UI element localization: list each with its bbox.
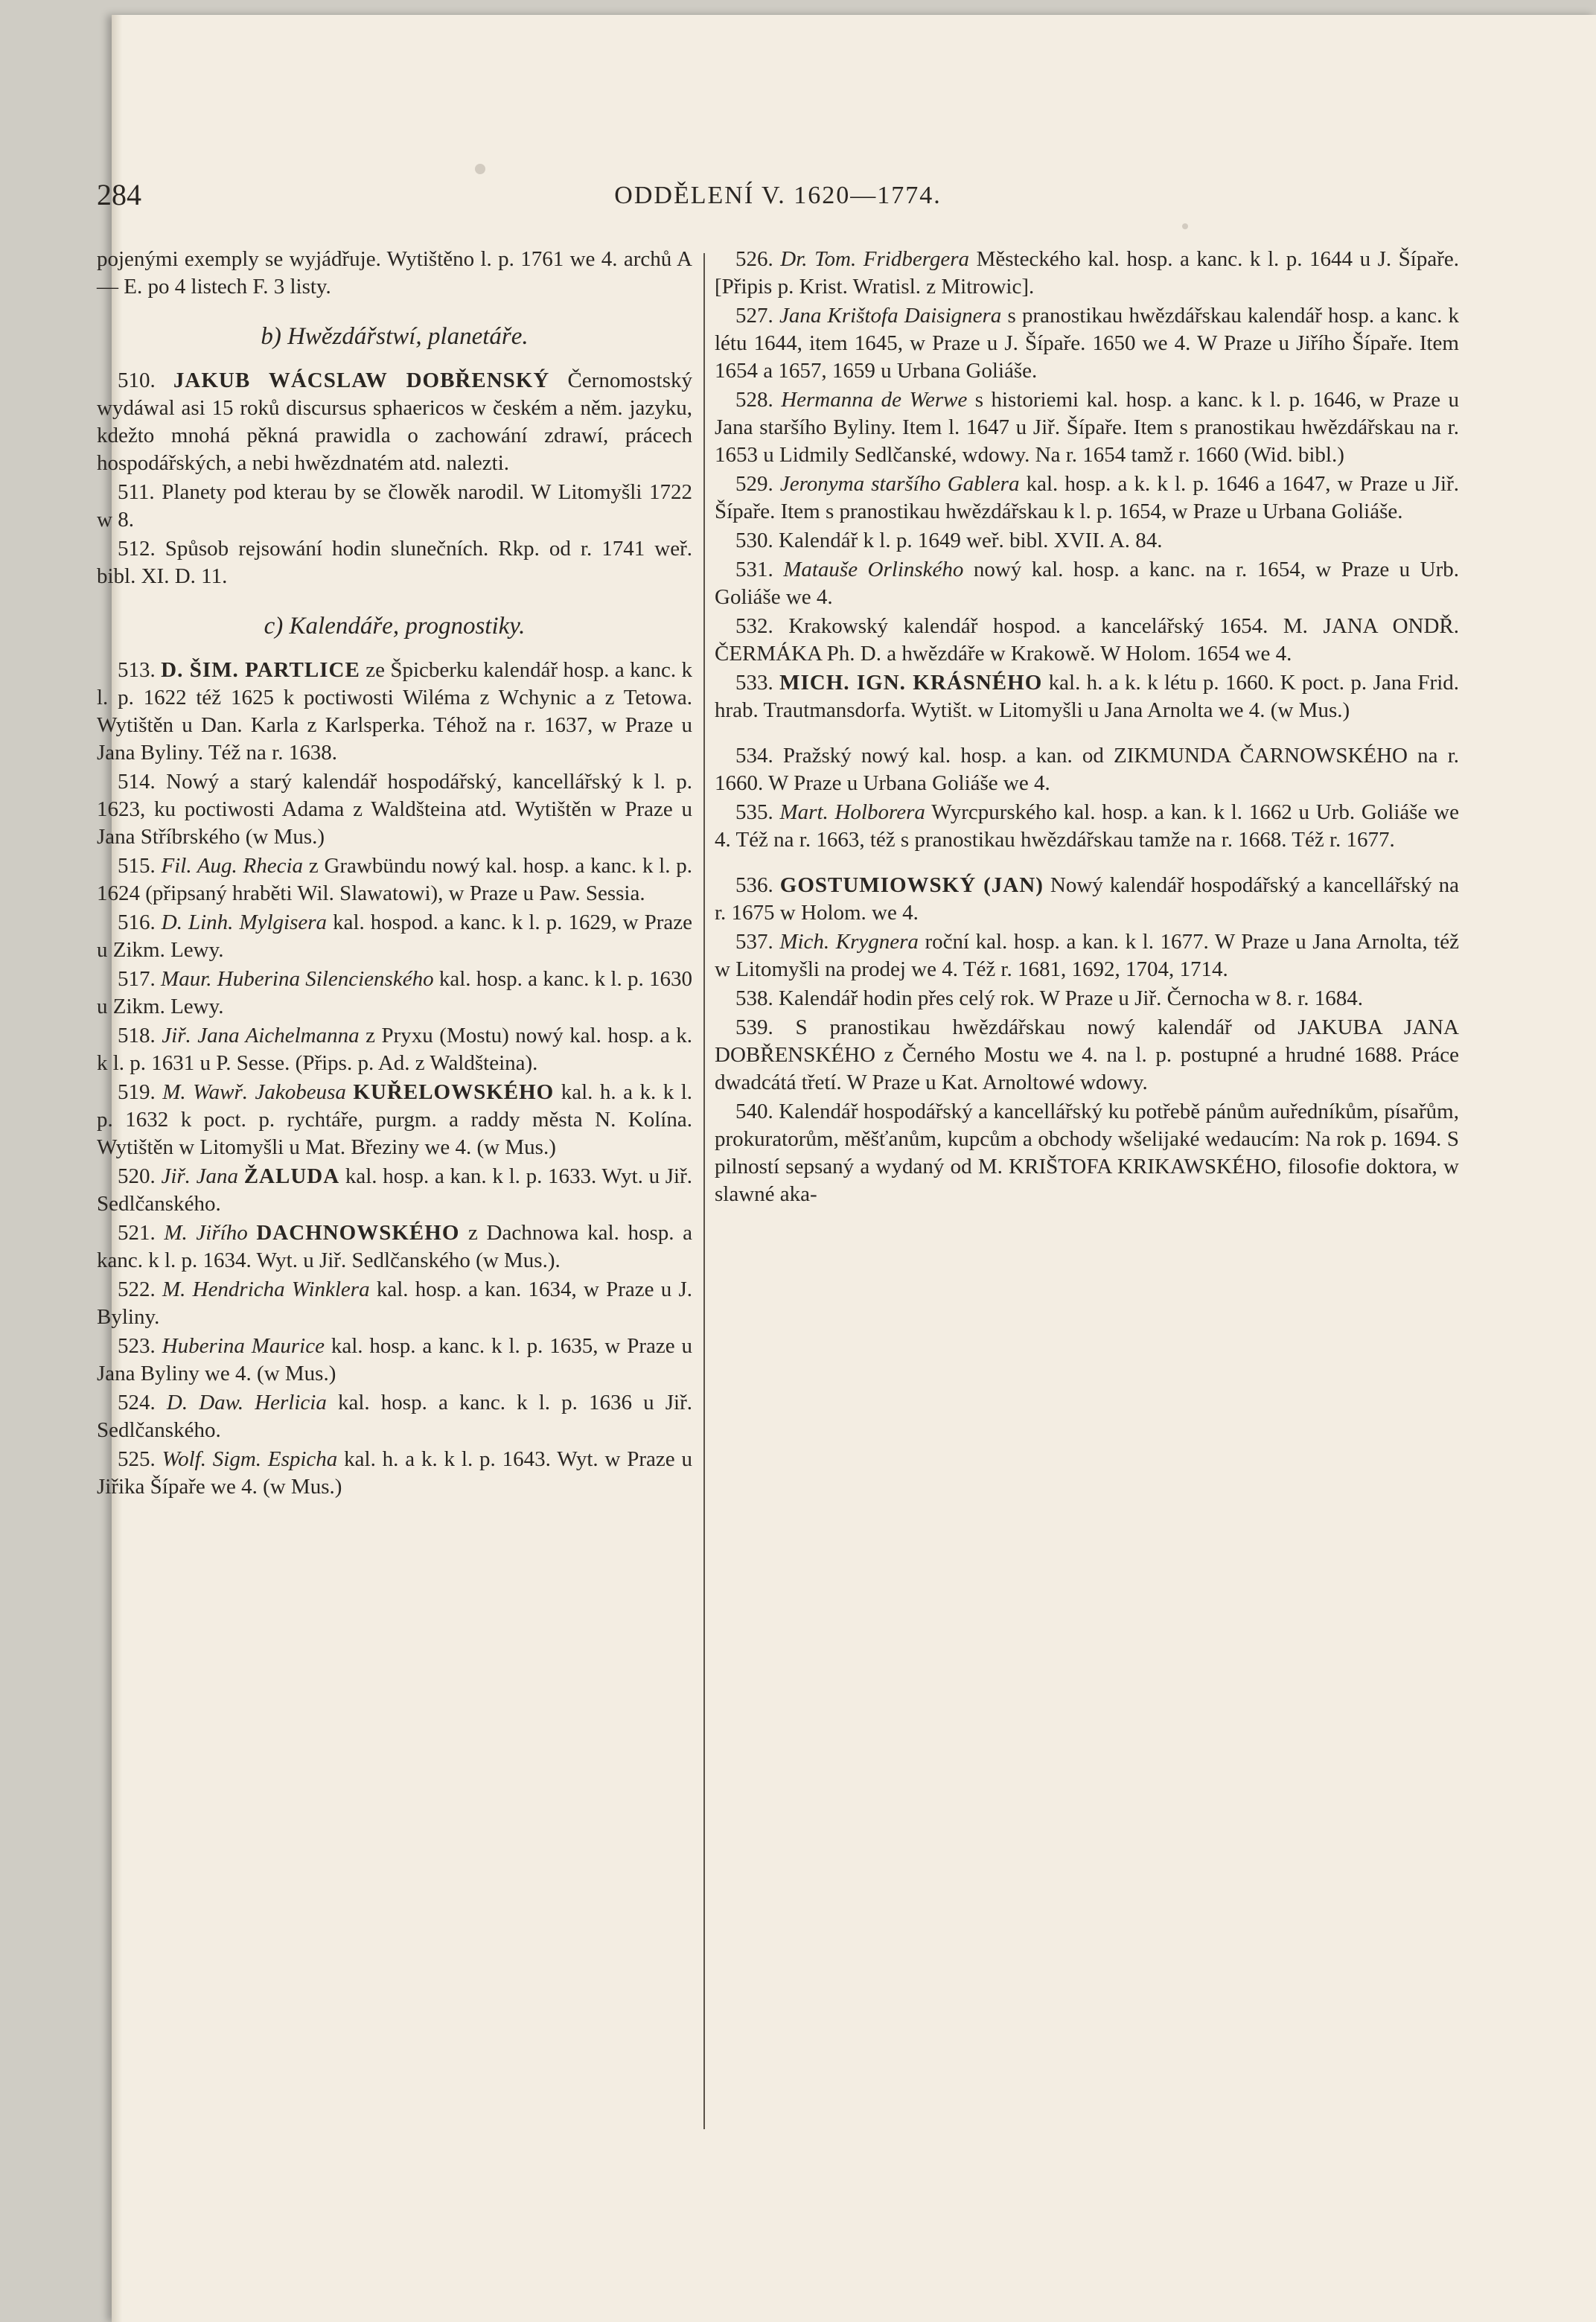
entry-text: Městeckého kal. hosp. a kanc. k l. p. 1644 u J. Šípaře. [Připis p. Krist. Wratisl. z Mitrowic]. [715,247,1460,299]
entry-number: 517. [118,967,156,991]
catalog-entry [97,1389,692,1444]
catalog-entry [97,1446,692,1501]
entry-number: 533. [735,671,773,695]
catalog-entry [97,909,692,964]
entry-author: Dr. Tom. Fridbergera [780,247,970,271]
catalog-entry [715,669,1459,724]
entry-text: Spůsob rejsowání hodin slunečních. Rkp. od r. 1741 weř. bibl. XI. D. 11. [97,537,692,588]
entry-number: 539. [735,1015,773,1039]
catalog-entry [715,471,1459,526]
entry-number: 519. [118,1080,156,1104]
entry-number: 535. [735,800,773,824]
entry-text: kal. hosp. a kanc. k l. p. 1636 u Jiř. Sedlčanského. [97,1391,692,1442]
entry-number: 528. [735,388,773,412]
entry-text: kal. hosp. a kan. k l. p. 1633. Wyt. u Jiř. Sedlčanského. [97,1164,693,1216]
entry-text: Planety pod kterau by se člowěk narodil. W Litomyšli 1722 w 8. [97,480,693,532]
entry-text: kal. h. a k. k l. p. 1632 k poct. p. rychtáře, purgm. a raddy města N. Kolína. Wytištěn w Litomyšli u Mat. Březiny we 4. (w Mus.) [97,1080,693,1159]
entry-text: s historiemi kal. hosp. a kanc. k l. p. 1646, w Praze u Jana staršího Byliny. Item l. 1647 u Jiř. Šípaře. Item s pranostikau hwězdářskau na r. 1653 u Lidmily Sedlčanské, wdowy. Na r. 1654 tamž r. 1660 (Wid. bibl.) [715,388,1460,467]
catalog-entry [97,1333,692,1388]
catalog-entry [97,1219,692,1275]
entry-name-caps: DACHNOWSKÉHO [256,1221,460,1245]
catalog-entry [715,799,1459,854]
catalog-entry [715,246,1459,301]
entry-number: 522. [118,1278,156,1301]
entry-text: Pražský nowý kal. hosp. a kan. od ZIKMUNDA ČARNOWSKÉHO na r. 1660. W Praze u Urbana Goliáše we 4. [715,744,1459,795]
catalog-entry [97,1276,692,1331]
entry-text: z Grawbündu nowý kal. hosp. a kanc. k l. p. 1624 (připsaný hraběti Wil. Slawatowi), w Praze u Paw. Sessia. [97,854,692,905]
entry-number: 527. [735,304,773,328]
entry-number: 537. [735,930,773,954]
entry-text: pojenými exemply se wyjádřuje. Wytištěno l. p. 1761 we 4. archů A — E. po 4 listech F. 3 listy. [97,247,692,299]
entry-number: 538. [735,986,773,1010]
catalog-entry [715,527,1459,555]
entry-number: 536. [735,873,773,897]
entry-author: Fil. Aug. Rhecia [161,854,304,878]
catalog-entry [97,367,692,477]
entry-text: kal. hosp. a kanc. k l. p. 1630 u Zikm. Lewy. [97,967,693,1018]
entry-author: M. Hendricha Winklera [162,1278,370,1301]
entry-author: D. Linh. Mylgisera [161,910,328,934]
section-heading: b) Hwězdářstwí, planetáře. [261,323,529,350]
entry-text: kal. hosp. a kanc. k l. p. 1635, w Praze u Jana Byliny we 4. (w Mus.) [97,1334,693,1385]
entry-gap [715,726,1459,742]
catalog-entry [715,613,1459,668]
entry-text: S pranostikau hwězdářskau nowý kalendář od JAKUBA JANA DOBŘENSKÉHO z Černého Mostu we 4. na l. p. postupné a hrudné 1688. Práce dwadcátá třetí. W Praze u Kat. Arnoltowé wdowy. [715,1015,1459,1094]
print-smudge [1182,223,1188,229]
entry-author: M. Wawř. Jakobeusa [162,1080,346,1104]
catalog-entry [715,928,1459,983]
entry-author: M. Jiřího [164,1221,248,1245]
catalog-entry [715,985,1459,1012]
catalog-entry [97,479,692,534]
entry-text: Krakowský kalendář hospod. a kancelářský 1654. M. JANA ONDŘ. ČERMÁKA Ph. D. a hwězdáře w Krakowě. W Holom. 1654 we 4. [715,614,1459,666]
entry-number: 525. [118,1447,156,1471]
entry-name-caps: JAKUB WÁCSLAW DOBŘENSKÝ [173,369,550,392]
entry-author: Jiř. Jana Aichelmanna [162,1024,360,1047]
catalog-entry [715,386,1459,469]
entry-author: Matauše Orlinského [783,558,964,581]
entry-author: Mart. Holborera [779,800,925,824]
entry-text: Wyrcpurského kal. hosp. a kan. k l. 1662 u Urb. Goliáše we 4. Též na r. 1663, též s pranostikau hwězdářskau tamže na r. 1668. Též r. 1677. [715,800,1459,852]
entry-text: nowý kal. hosp. a kanc. na r. 1654, w Praze u Urb. Goliáše we 4. [715,558,1459,609]
entry-author: Jeronyma staršího Gablera [779,472,1020,496]
entry-number: 518. [118,1024,156,1047]
entry-author: Maur. Huberina Silencienského [161,967,434,991]
entry-number: 531. [735,558,773,581]
page-number: 284 [97,178,141,211]
entry-number: 515. [118,854,156,878]
catalog-entry [97,657,692,767]
catalog-entry [97,246,692,301]
entry-text: s pranostikau hwězdářskau kalendář hosp. a kanc. k létu 1644, item 1645, w Praze u J. Šípaře. 1650 we 4. W Praze u Jiřího Šípaře. Item 1654 a 1657, 1659 u Urbana Goliáše. [715,304,1460,383]
entry-text: kal. hosp. a k. k l. p. 1646 a 1647, w Praze u Jiř. Šípaře. Item s pranostikau hwězdářskau k l. p. 1654, w Praze u Urbana Goliáše. [715,472,1460,523]
entry-number: 512. [118,537,156,561]
entry-text: kal. h. a k. k létu p. 1660. K poct. p. Jana Frid. hrab. Trautmansdorfa. Wytišt. w Litomyšli u Jana Arnolta we 4. (w Mus.) [715,671,1460,722]
entry-number: 521. [118,1221,156,1245]
catalog-entry [97,1079,692,1161]
left-column [97,246,692,1502]
entry-number: 534. [735,744,773,768]
catalog-entry [715,872,1459,927]
entry-author: Jana Krištofa Daisignera [779,304,1002,328]
entry-text: Kalendář hospodářský a kancellářský ku potřebě pánům auředníkům, písařům, prokuratorům, měšťanům, kupcům a obchody wšelijaké wedaucím: Na rok p. 1694. S pilností sepsaný a wydaný od M. KRIŠTOFA KRIKAWSKÉHO, filosofie doktora, w slawné aka- [715,1100,1459,1206]
catalog-entry [715,742,1459,797]
catalog-entry [97,535,692,590]
entry-name-caps: ŽALUDA [243,1164,340,1188]
entry-author: Mich. Krygnera [779,930,919,954]
catalog-entry [97,768,692,851]
catalog-entry [97,966,692,1021]
entry-text: Kalendář k l. p. 1649 weř. bibl. XVII. A. 84. [779,529,1163,552]
entry-author: D. Daw. Herlicia [166,1391,327,1414]
entry-name-caps: GOSTUMIOWSKÝ (JAN) [779,873,1044,897]
entry-text: ze Špicberku kalendář hosp. a kanc. k l. p. 1622 též 1625 k poctiwosti Wiléma z Wchynic a z Tetowa. Wytištěn u Dan. Karla z Karlsperka. Téhož na r. 1637, w Praze u Jana Byliny. Též na r. 1638. [97,658,693,765]
entry-text: kal. hospod. a kanc. k l. p. 1629, w Praze u Zikm. Lewy. [97,910,693,962]
entry-text: Černomostský wydáwal asi 15 roků discursus sphaericos w českém a něm. jazyku, kdežto mnohá pěkná prawidla o zachowání zdrawí, prácech hospodářských, a nebi hwězdnatém atd. nalezti. [97,369,693,475]
catalog-entry [715,302,1459,385]
catalog-entry [715,556,1459,611]
section-heading: c) Kalendáře, prognostiky. [264,613,526,639]
entry-text: Nowý kalendář hospodářský a kancellářský na r. 1675 w Holom. we 4. [715,873,1460,925]
entry-number: 511. [118,480,155,504]
entry-name-caps: KUŘELOWSKÉHO [353,1080,555,1104]
catalog-entry [97,1163,692,1218]
entry-number: 530. [735,529,773,552]
page-header [97,168,1459,220]
catalog-entry [97,852,692,908]
entry-number: 510. [118,369,156,392]
entry-text: roční kal. hosp. a kan. k l. 1677. W Praze u Jana Arnolta, též w Litomyšli na prodej we 4. Též r. 1681, 1692, 1704, 1714. [715,930,1460,981]
entry-number: 514. [118,770,156,794]
entry-number: 523. [118,1334,156,1358]
entry-number: 540. [735,1100,773,1123]
entry-author: Hermanna de Werwe [781,388,968,412]
entry-author: Jiř. Jana [161,1164,238,1188]
entry-name-caps: MICH. IGN. KRÁSNÉHO [779,671,1043,695]
entry-text: kal. h. a k. k l. p. 1643. Wyt. w Praze u Jiřika Šípaře we 4. (w Mus.) [97,1447,692,1499]
running-title: ODDĚLENÍ V. 1620—1774. [614,182,942,209]
entry-number: 526. [735,247,773,271]
entry-number: 520. [118,1164,156,1188]
entry-number: 513. [118,658,156,682]
entry-text: Nowý a starý kalendář hospodářský, kancellářský k l. p. 1623, ku poctiwosti Adama z Waldšteina atd. Wytištěn w Praze u Jana Stříbrského (w Mus.) [97,770,692,849]
entry-number: 524. [118,1391,156,1414]
entry-text: Kalendář hodin přes celý rok. W Praze u Jiř. Černocha w 8. r. 1684. [779,986,1363,1010]
entry-author: Wolf. Sigm. Espicha [162,1447,338,1471]
entry-text: kal. hosp. a kan. 1634, w Praze u J. Byliny. [97,1278,693,1329]
entry-author: Huberina Maurice [162,1334,325,1358]
entry-number: 516. [118,910,156,934]
entry-number: 529. [735,472,773,496]
catalog-entry [715,1098,1459,1208]
entry-gap [715,855,1459,872]
entry-name-caps: D. ŠIM. PARTLICE [161,658,360,682]
entry-text: z Pryxu (Mostu) nowý kal. hosp. a k. k l. p. 1631 u P. Sesse. (Přips. p. Ad. z Waldšteina). [97,1024,693,1075]
entry-number: 532. [735,614,773,638]
right-column [715,246,1459,1210]
catalog-entry [715,1014,1459,1097]
catalog-entry [97,1022,692,1077]
entry-text: z Dachnowa kal. hosp. a kanc. k l. p. 1634. Wyt. u Jiř. Sedlčanského (w Mus.). [97,1221,693,1272]
column-divider [703,253,705,2129]
